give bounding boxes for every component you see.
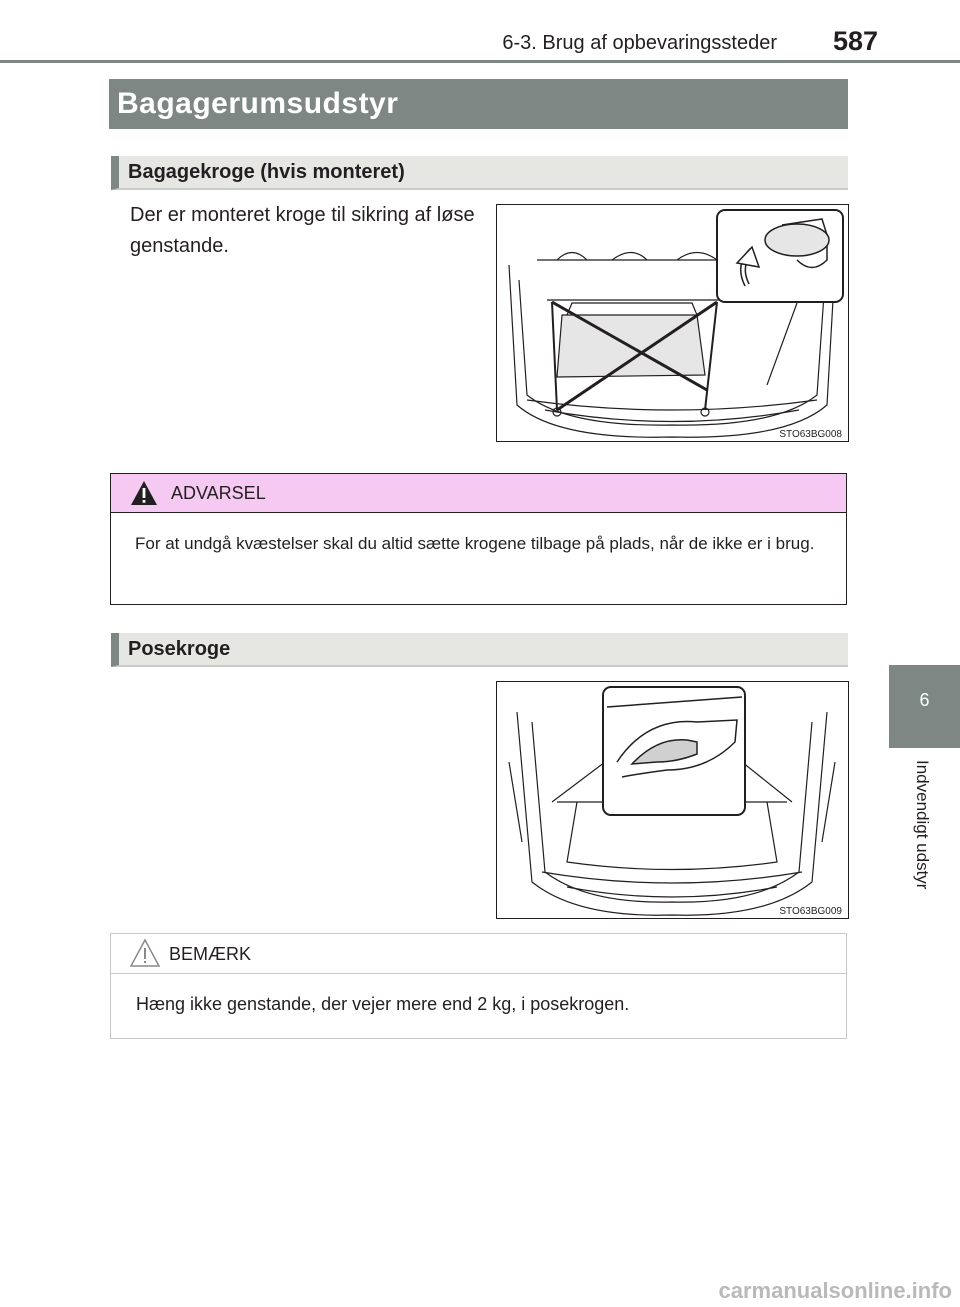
chapter-number: 6 — [919, 690, 930, 710]
caution-triangle-icon — [129, 937, 161, 969]
note-title: BEMÆRK — [169, 944, 252, 964]
figure-code: STO63BG009 — [779, 906, 842, 917]
running-header-section: 6-3. Brug af opbevaringssteder — [502, 32, 777, 54]
page-title: Bagagerumsudstyr — [117, 87, 399, 120]
subsection-title: Bagagekroge (hvis monteret) — [128, 161, 405, 183]
figure-bag-hooks — [496, 681, 849, 919]
warning-box — [110, 473, 847, 605]
page-number: 587 — [832, 26, 878, 56]
bag-hooks-illustration — [497, 682, 848, 918]
subsection-header-luggage-hooks — [111, 156, 848, 190]
subsection-header-bag-hooks — [111, 633, 848, 667]
warning-title: ADVARSEL — [171, 483, 266, 503]
warning-triangle-icon — [129, 479, 159, 507]
body-text: Der er monteret kroge til sikring af løse genstande. — [130, 204, 475, 257]
note-header — [111, 934, 846, 974]
warning-text: For at undgå kvæstelser skal du altid sætte krogene tilbage på plads, når de ikke er i brug. — [135, 534, 815, 553]
warning-header — [111, 474, 846, 513]
watermark: carmanualsonline.info — [718, 1278, 952, 1303]
figure-luggage-hooks — [496, 204, 849, 442]
subsection-title: Posekroge — [128, 638, 231, 660]
chapter-label: Indvendigt udstyr — [913, 760, 932, 890]
luggage-hooks-illustration — [497, 205, 848, 441]
figure-code: STO63BG008 — [779, 429, 842, 440]
header-rule — [0, 60, 960, 63]
note-box — [110, 933, 847, 1039]
note-text: Hæng ikke genstande, der vejer mere end 2 kg, i posekrogen. — [136, 994, 630, 1014]
